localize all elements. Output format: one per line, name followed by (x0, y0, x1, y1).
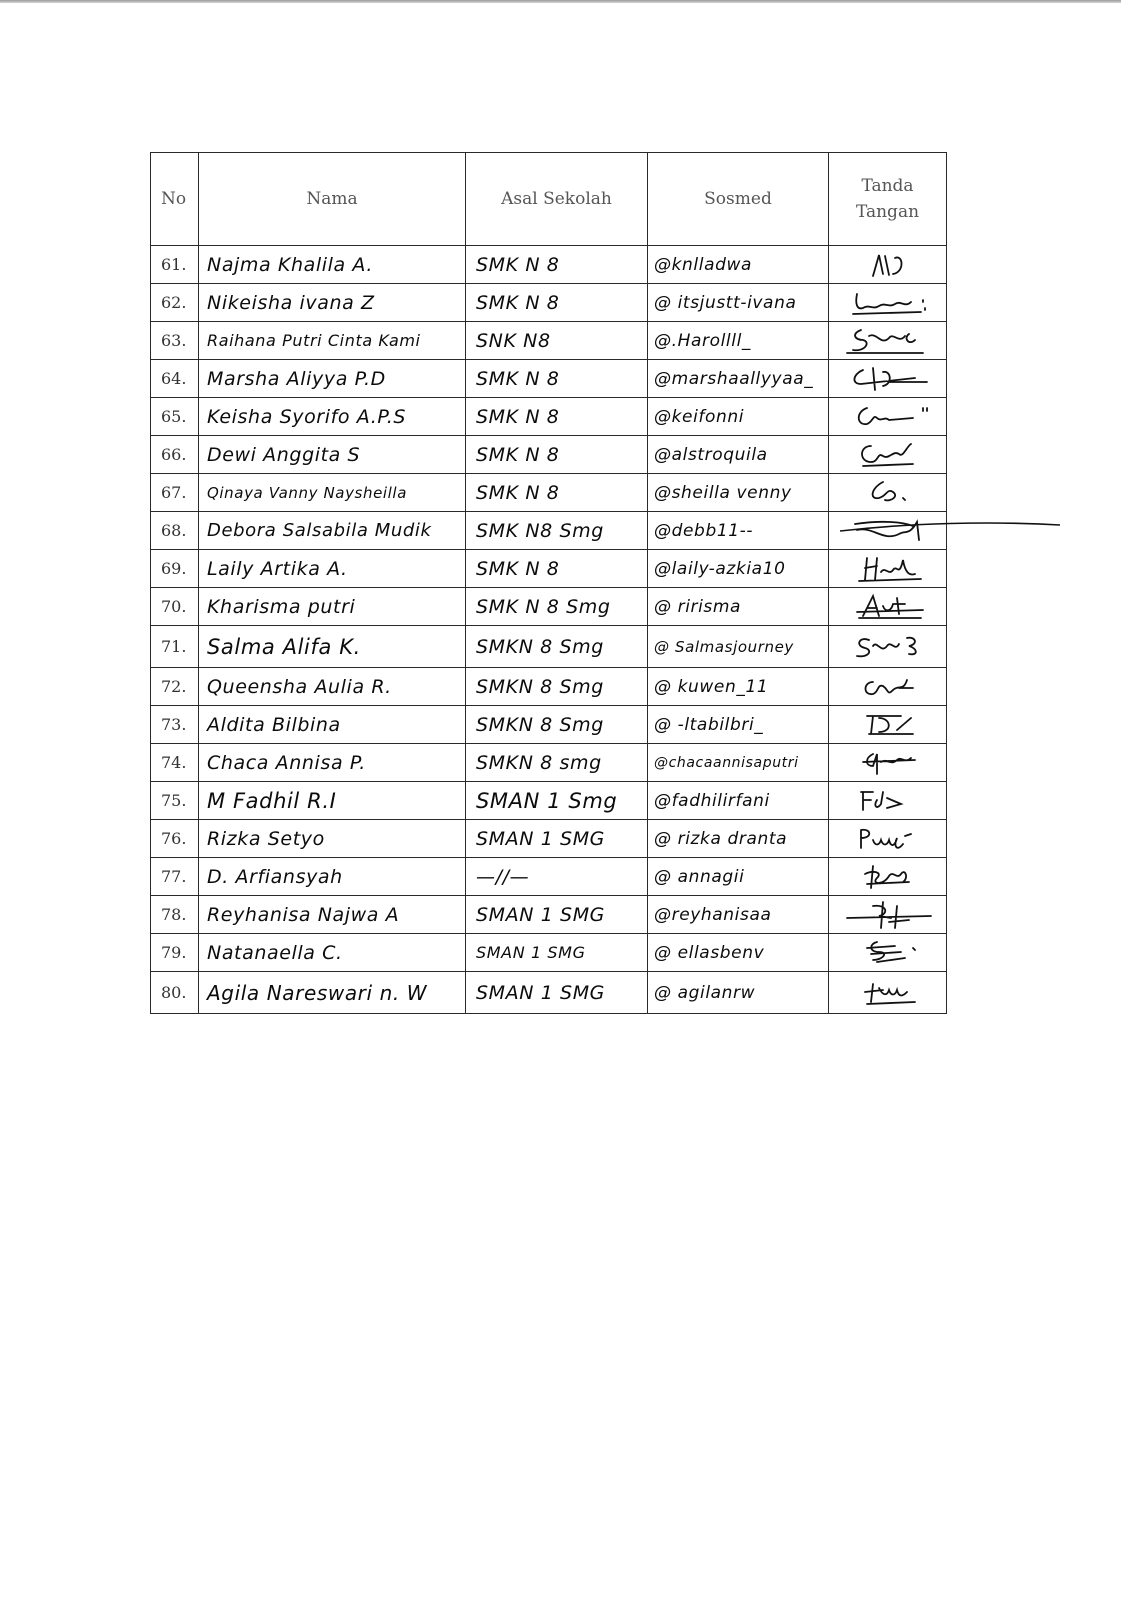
header-nama: Nama (199, 153, 466, 246)
participant-name: Najma Khalila A. (199, 246, 466, 284)
school-name: SMAN 1 Smg (466, 782, 648, 820)
participant-name: Agila Nareswari n. W (199, 972, 466, 1014)
participant-name: Kharisma putri (199, 588, 466, 626)
social-handle: @chacaannisaputri (648, 744, 829, 782)
row-number: 75. (151, 782, 199, 820)
participant-name: Rizka Setyo (199, 820, 466, 858)
signature (829, 668, 947, 706)
header-tanda-tangan (829, 153, 947, 246)
table-row (151, 588, 947, 626)
school-name: SMKN 8 smg (466, 744, 648, 782)
header-sosmed: Sosmed (648, 153, 829, 246)
signature (829, 360, 947, 398)
school-name: SMKN 8 Smg (466, 668, 648, 706)
signature (829, 706, 947, 744)
row-number: 77. (151, 858, 199, 896)
school-name: SMK N 8 (466, 360, 648, 398)
table-row (151, 360, 947, 398)
signature (829, 474, 947, 512)
row-number: 70. (151, 588, 199, 626)
participant-name: Queensha Aulia R. (199, 668, 466, 706)
row-number: 65. (151, 398, 199, 436)
social-handle: @laily-azkia10 (648, 550, 829, 588)
row-number: 74. (151, 744, 199, 782)
row-number: 61. (151, 246, 199, 284)
social-handle: @ itsjustt-ivana (648, 284, 829, 322)
table-row (151, 668, 947, 706)
participant-name: Natanaella C. (199, 934, 466, 972)
table-row (151, 782, 947, 820)
row-number: 79. (151, 934, 199, 972)
signature (829, 284, 947, 322)
table-row (151, 512, 947, 550)
school-name: SMK N8 Smg (466, 512, 648, 550)
social-handle: @.Harollll_ (648, 322, 829, 360)
header-tanda-tangan-line2: Tangan (855, 202, 920, 222)
signature (829, 858, 947, 896)
table-row (151, 284, 947, 322)
participant-name: Marsha Aliyya P.D (199, 360, 466, 398)
participant-name: Raihana Putri Cinta Kami (199, 322, 466, 360)
row-number: 64. (151, 360, 199, 398)
signature (829, 782, 947, 820)
row-number: 80. (151, 972, 199, 1014)
signature (829, 820, 947, 858)
table-row (151, 322, 947, 360)
school-name: SMAN 1 SMG (466, 896, 648, 934)
social-handle: @fadhilirfani (648, 782, 829, 820)
signature (829, 972, 947, 1014)
participant-name: Salma Alifa K. (199, 626, 466, 668)
row-number: 69. (151, 550, 199, 588)
participant-name: Reyhanisa Najwa A (199, 896, 466, 934)
table-row (151, 398, 947, 436)
attendance-table (150, 152, 947, 1014)
school-name: SMKN 8 Smg (466, 626, 648, 668)
signature (829, 398, 947, 436)
social-handle: @knlladwa (648, 246, 829, 284)
school-name: SMK N 8 (466, 550, 648, 588)
participant-name: Qinaya Vanny Naysheilla (199, 474, 466, 512)
social-handle: @keifonni (648, 398, 829, 436)
table-row (151, 626, 947, 668)
participant-name: Chaca Annisa P. (199, 744, 466, 782)
table-row (151, 550, 947, 588)
school-name: SMK N 8 Smg (466, 588, 648, 626)
social-handle: @ agilanrw (648, 972, 829, 1014)
school-name: SMK N 8 (466, 398, 648, 436)
pen-stroke (840, 519, 1060, 535)
signature (829, 626, 947, 668)
header-tanda-tangan-line1: Tanda (861, 176, 914, 196)
row-number: 71. (151, 626, 199, 668)
social-handle: @sheilla venny (648, 474, 829, 512)
participant-name: Keisha Syorifo A.P.S (199, 398, 466, 436)
signature (829, 550, 947, 588)
social-handle: @ kuwen_11 (648, 668, 829, 706)
header-asal-sekolah: Asal Sekolah (466, 153, 648, 246)
school-name: SMK N 8 (466, 284, 648, 322)
school-name: SMK N 8 (466, 474, 648, 512)
signature (829, 744, 947, 782)
row-number: 76. (151, 820, 199, 858)
social-handle: @reyhanisaa (648, 896, 829, 934)
signature (829, 436, 947, 474)
table-row (151, 896, 947, 934)
table-row (151, 934, 947, 972)
table-row (151, 706, 947, 744)
signature (829, 934, 947, 972)
row-number: 68. (151, 512, 199, 550)
header-no: No (151, 153, 199, 246)
row-number: 78. (151, 896, 199, 934)
signature (829, 322, 947, 360)
table-row (151, 744, 947, 782)
social-handle: @ rizka dranta (648, 820, 829, 858)
row-number: 66. (151, 436, 199, 474)
school-name: SMAN 1 SMG (466, 820, 648, 858)
social-handle: @debb11-- (648, 512, 829, 550)
participant-name: Aldita Bilbina (199, 706, 466, 744)
table-row (151, 972, 947, 1014)
signature (829, 896, 947, 934)
row-number: 63. (151, 322, 199, 360)
scan-top-edge (0, 0, 1121, 3)
school-name: SMKN 8 Smg (466, 706, 648, 744)
table-row (151, 436, 947, 474)
participant-name: Debora Salsabila Mudik (199, 512, 466, 550)
social-handle: @ ellasbenv (648, 934, 829, 972)
participant-name: Dewi Anggita S (199, 436, 466, 474)
table-row (151, 858, 947, 896)
social-handle: @marshaallyyaa_ (648, 360, 829, 398)
school-name: SMAN 1 SMG (466, 972, 648, 1014)
signature (829, 588, 947, 626)
participant-name: D. Arfiansyah (199, 858, 466, 896)
table-row (151, 820, 947, 858)
social-handle: @ annagii (648, 858, 829, 896)
participant-name: M Fadhil R.I (199, 782, 466, 820)
signature (829, 246, 947, 284)
row-number: 73. (151, 706, 199, 744)
row-number: 72. (151, 668, 199, 706)
participant-name: Nikeisha ivana Z (199, 284, 466, 322)
social-handle: @ Salmasjourney (648, 626, 829, 668)
school-name: SMK N 8 (466, 436, 648, 474)
social-handle: @ ririsma (648, 588, 829, 626)
table-row (151, 474, 947, 512)
school-name: SMK N 8 (466, 246, 648, 284)
participant-name: Laily Artika A. (199, 550, 466, 588)
school-name: —//— (466, 858, 648, 896)
social-handle: @alstroquila (648, 436, 829, 474)
school-name: SMAN 1 SMG (466, 934, 648, 972)
school-name: SNK N8 (466, 322, 648, 360)
row-number: 67. (151, 474, 199, 512)
table-header-row (151, 153, 947, 246)
social-handle: @ -ltabilbri_ (648, 706, 829, 744)
table-row (151, 246, 947, 284)
row-number: 62. (151, 284, 199, 322)
